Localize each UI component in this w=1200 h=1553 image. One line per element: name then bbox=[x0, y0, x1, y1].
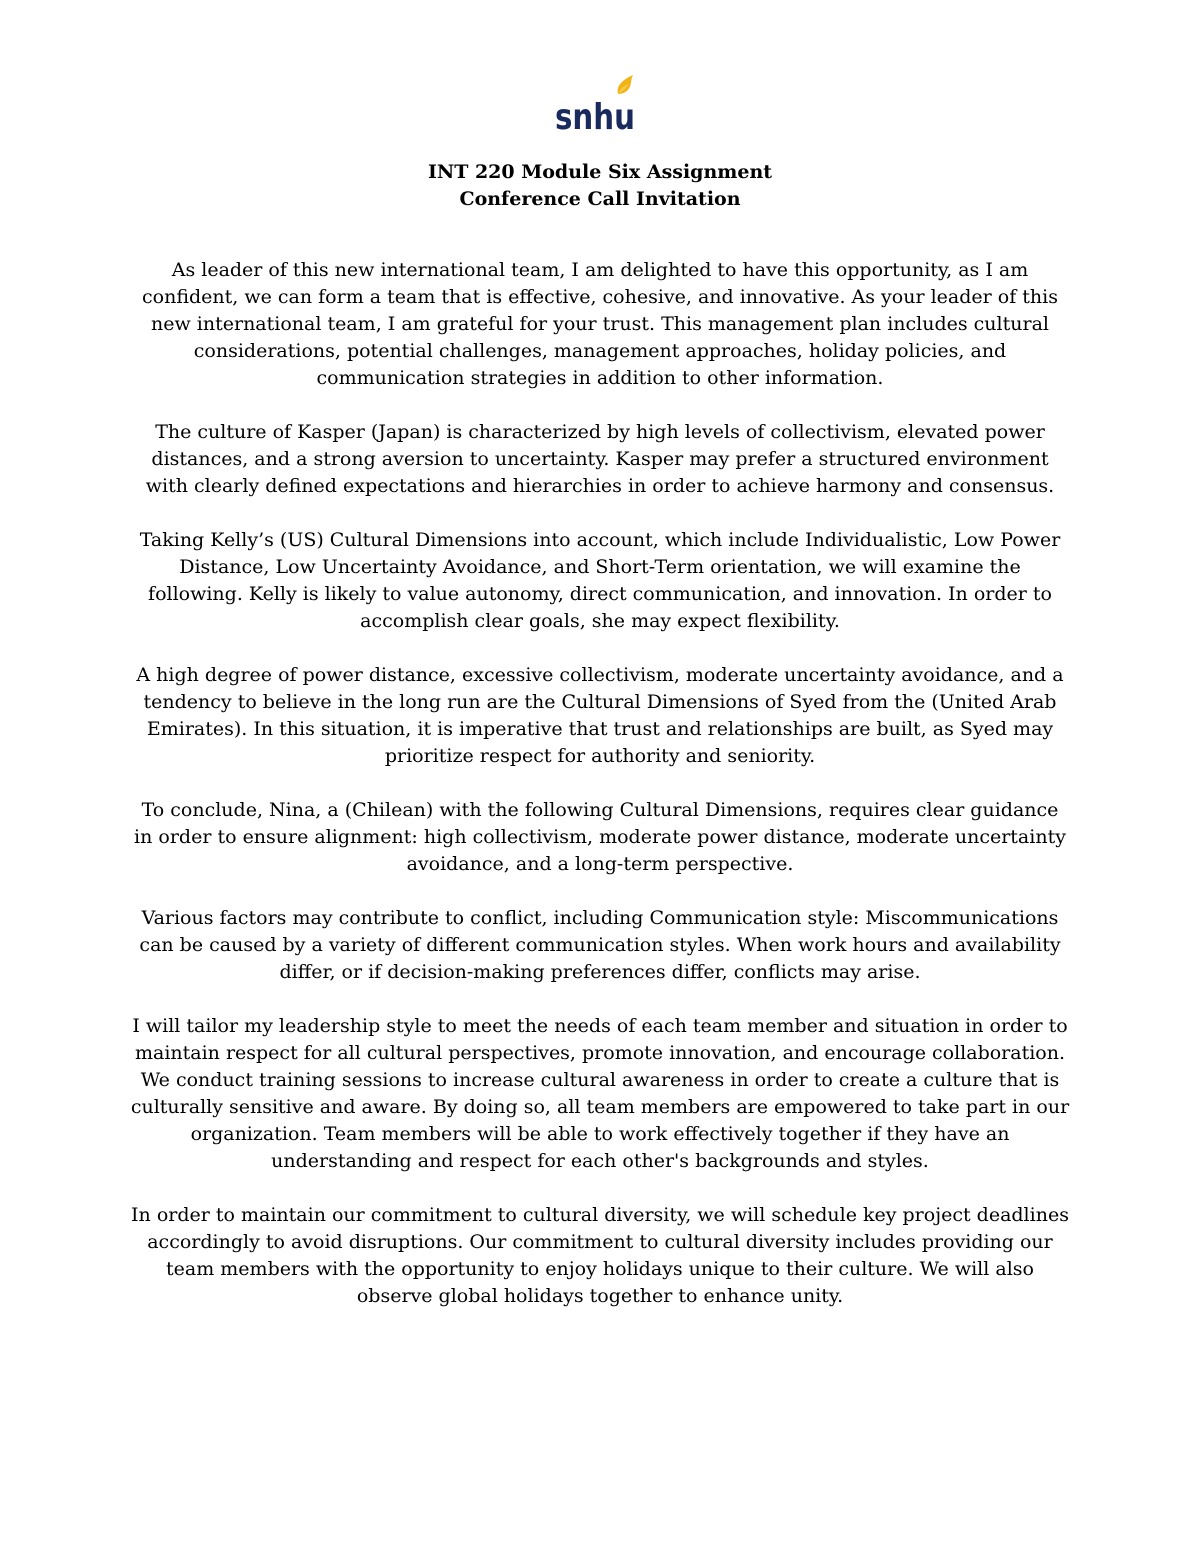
snhu-logo-graphic bbox=[552, 72, 644, 134]
paragraph-kelly: Taking Kelly’s (US) Cultural Dimensions into account, which include Individualistic, Low Power Distance, Low Uncertainty Avoidance, and Short-Term orientation, we will examine the following. Kelly is likely to value autonomy, direct communication, and innovation. In order to accomplish clear goals, she may expect flexibility. bbox=[139, 529, 1061, 632]
paragraph-holidays: In order to maintain our commitment to cultural diversity, we will schedule key project deadlines accordingly to avoid disruptions. Our commitment to cultural diversity includes providing our team members with the opportunity to enjoy holidays unique to their culture. We will also observe global holidays together to enhance unity. bbox=[131, 1204, 1069, 1307]
flame-icon bbox=[618, 75, 633, 94]
paragraph-kasper: The culture of Kasper (Japan) is characterized by high levels of collectivism, elevated power distances, and a strong aversion to uncertainty. Kasper may prefer a structured environment with clearly defined expectations and hierarchies in order to achieve harmony and consensus. bbox=[145, 421, 1055, 497]
document-title-block bbox=[0, 159, 1200, 213]
paragraph-leadership-style: I will tailor my leadership style to meet the needs of each team member and situation in order to maintain respect for all cultural perspectives, promote innovation, and encourage collaboration. We conduct training sessions to increase cultural awareness in order to create a culture that is culturally sensitive and aware. By doing so, all team members are empowered to take part in our organization. Team members will be able to work effectively together if they have an understanding and respect for each other's backgrounds and styles. bbox=[130, 1015, 1070, 1172]
snhu-logo bbox=[552, 72, 644, 134]
logo-wordmark: snhu bbox=[555, 97, 635, 134]
paragraph-syed: A high degree of power distance, excessive collectivism, moderate uncertainty avoidance, and a tendency to believe in the long run are the Cultural Dimensions of Syed from the (United Arab Emirates). In this situation, it is imperative that trust and relationships are built, as Syed may prioritize respect for authority and seniority. bbox=[136, 664, 1064, 767]
document-body bbox=[130, 257, 1070, 1337]
document-subtitle: Conference Call Invitation bbox=[459, 188, 741, 210]
paragraph-conflict-factors: Various factors may contribute to conflict, including Communication style: Miscommunications can be caused by a variety of different communication styles. When work hours and availability differ, or if decision-making preferences differ, conflicts may arise. bbox=[139, 907, 1061, 983]
paragraph-introduction: As leader of this new international team, I am delighted to have this opportunity, as I am confident, we can form a team that is effective, cohesive, and innovative. As your leader of this new international team, I am grateful for your trust. This management plan includes cultural considerations, potential challenges, management approaches, holiday policies, and communication strategies in addition to other information. bbox=[142, 259, 1058, 389]
paragraph-nina: To conclude, Nina, a (Chilean) with the following Cultural Dimensions, requires clear guidance in order to ensure alignment: high collectivism, moderate power distance, moderate uncertainty avoidance, and a long-term perspective. bbox=[134, 799, 1066, 875]
document-title: INT 220 Module Six Assignment bbox=[427, 161, 773, 183]
